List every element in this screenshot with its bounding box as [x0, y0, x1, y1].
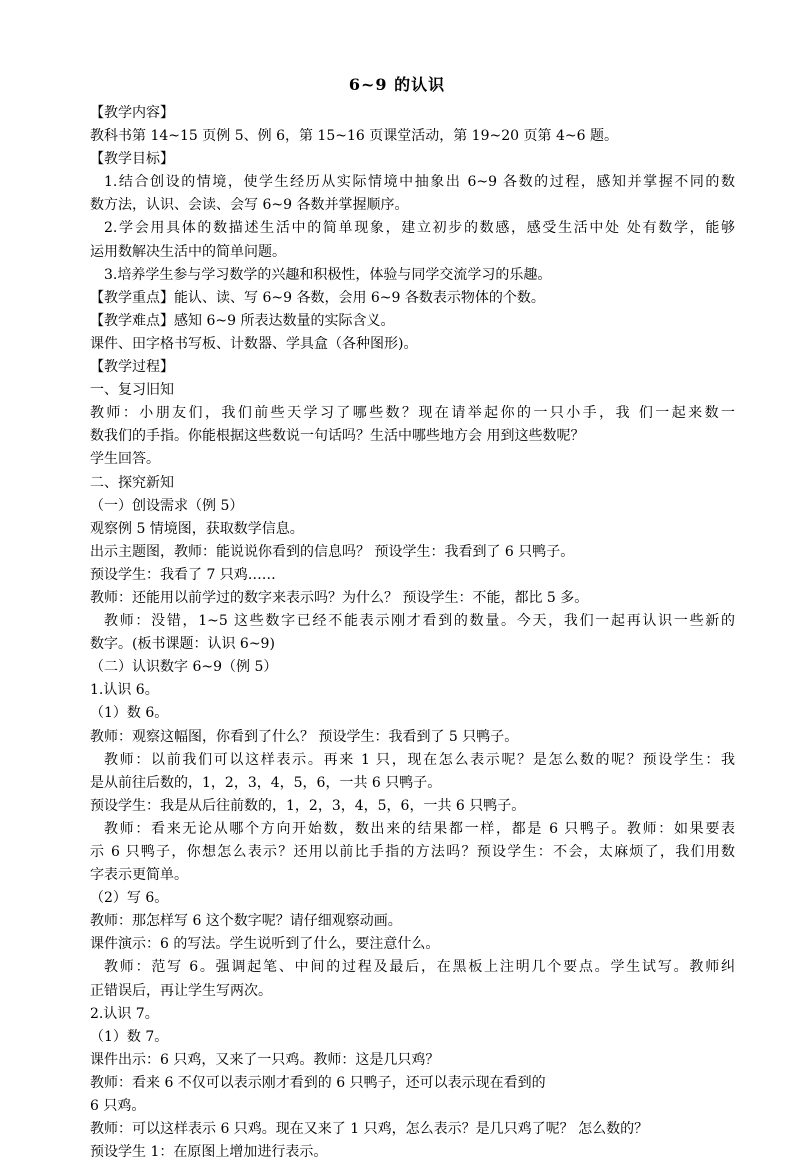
paragraph-line: 字表示更简单。 — [90, 867, 188, 884]
document-title: 6~9 的认识 — [348, 75, 446, 94]
paragraph-line: 学生回答。 — [90, 451, 160, 468]
section-heading-content: 【教学内容】 — [90, 105, 174, 121]
paragraph-line: 教师：可以这样表示 6 只鸡。现在又来了 1 只鸡，怎么表示？是几只鸡了呢？ 怎么数的？ — [90, 1121, 649, 1138]
paragraph-line: 出示主题图，教师：能说说你看到的信息吗？ 预设学生：我看到了 6 只鸭子。 — [90, 543, 575, 560]
paragraph-line: 数方法，认识、会读、会写 6~9 各数并掌握顺序。 — [90, 197, 409, 214]
subheading: 2.认识 7。 — [90, 1005, 159, 1022]
paragraph-line: 教师：还能用以前学过的数字来表示吗？为什么？ 预设学生：不能，都比 5 多。 — [90, 589, 589, 606]
subheading: 一、复习旧知 — [90, 382, 174, 399]
paragraph-line: 课件演示：6 的写法。学生说听到了什么，要注意什么。 — [90, 936, 440, 953]
paragraph-line: 观察例 5 情境图，获取数学信息。 — [90, 520, 304, 537]
paragraph-line: 预设学生：我是从后往前数的，1，2，3，4，5，6，一共 6 只鸭子。 — [90, 797, 526, 814]
document-body — [90, 102, 735, 1164]
paragraph-line: 教师：看来无论从哪个方向开始数，数出来的结果都一样，都是 6 只鸭子。教师：如果要表 — [104, 820, 735, 837]
subheading: 1.认识 6。 — [90, 682, 159, 699]
paragraph-line: 2.学会用具体的数描述生活中的简单现象，建立初步的数感，感受生活中处 处有数学，能够 — [104, 220, 735, 237]
paragraph-line: 教师：以前我们可以这样表示。再来 1 只，现在怎么表示呢？是怎么数的呢？预设学生：我 — [104, 751, 735, 768]
paragraph-line: 教师：小朋友们，我们前些天学习了哪些数？现在请举起你的一只小手，我 们一起来数一 — [90, 405, 735, 422]
paragraph-line: 预设学生：我看了 7 只鸡…… — [90, 566, 276, 583]
subheading: （二）认识数字 6~9（例 5） — [90, 659, 278, 676]
section-heading-difficulties: 【教学难点】感知 6~9 所表达数量的实际含义。 — [90, 312, 395, 329]
subheading: 二、探究新知 — [90, 474, 174, 491]
subheading: （1）数 6。 — [90, 705, 169, 722]
paragraph-line: 教师：没错，1~5 这些数字已经不能表示刚才看到的数量。今天，我们一起再认识一些新的 — [104, 613, 735, 630]
subheading: （1）数 7。 — [90, 1028, 169, 1045]
paragraph-line: 示 6 只鸭子，你想怎么表示？还用以前比手指的方法吗？预设学生：不会，太麻烦了，我们用数 — [90, 844, 735, 860]
paragraph-line: 正错误后，再让学生写两次。 — [90, 982, 272, 999]
paragraph-line: 3.培养学生参与学习数学的兴趣和积极性，体验与同学交流学习的乐趣。 — [104, 266, 552, 283]
paragraph-line: 课件、田字格书写板、计数器、学具盒（各种图形)。 — [90, 335, 418, 352]
section-heading-process: 【教学过程】 — [90, 359, 174, 376]
paragraph-line: 数我们的手指。你能根据这些数说一句话吗？生活中哪些地方会 用到这些数呢？ — [90, 428, 585, 445]
paragraph-line: 是从前往后数的，1，2，3，4，5，6，一共 6 只鸭子。 — [90, 774, 442, 791]
paragraph-line: 教师：看来 6 不仅可以表示刚才看到的 6 只鸭子，还可以表示现在看到的 — [90, 1074, 546, 1091]
paragraph-line: 预设学生 1：在原图上增加进行表示。 — [90, 1144, 328, 1161]
paragraph-line: 6 只鸡。 — [90, 1098, 146, 1115]
paragraph-line: 教师：那怎样写 6 这个数字呢？请仔细观察动画。 — [90, 913, 402, 930]
paragraph-line: 1.结合创设的情境，使学生经历从实际情境中抽象出 6~9 各数的过程，感知并掌握不同的数 — [104, 174, 735, 191]
paragraph-line: 运用数解决生活中的简单问题。 — [90, 243, 286, 260]
subheading: （2）写 6。 — [90, 890, 169, 907]
paragraph-line: 教师：范写 6。强调起笔、中间的过程及最后，在黑板上注明几个要点。学生试写。教师纠 — [104, 959, 735, 976]
section-heading-key-points: 【教学重点】能认、读、写 6~9 各数，会用 6~9 各数表示物体的个数。 — [90, 289, 545, 306]
paragraph-line: 数字。(板书课题：认识 6~9) — [90, 636, 275, 653]
subheading: （一）创设需求（例 5） — [90, 497, 244, 514]
paragraph-line: 教科书第 14~15 页例 5、例 6，第 15~16 页课堂活动，第 19~20 页第 4~6 题。 — [90, 128, 618, 145]
section-heading-goals: 【教学目标】 — [90, 151, 174, 168]
paragraph-line: 教师：观察这幅图，你看到了什么？ 预设学生：我看到了 5 只鸭子。 — [90, 728, 519, 745]
paragraph-line: 课件出示：6 只鸡，又来了一只鸡。教师：这是几只鸡？ — [90, 1051, 440, 1068]
